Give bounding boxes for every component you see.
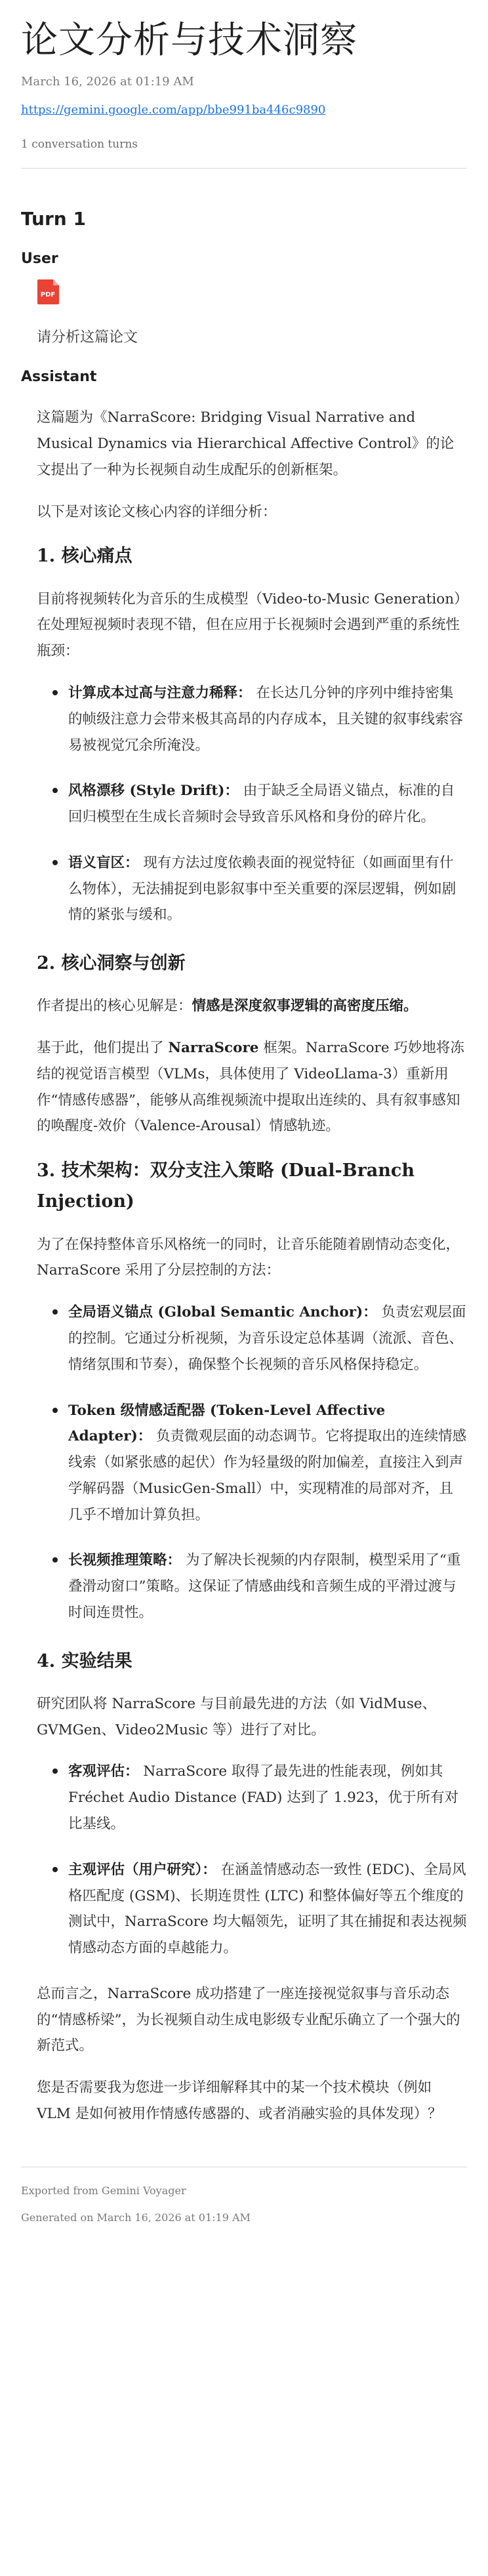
architecture-list xyxy=(37,1299,467,1625)
section-heading-results: 4. 实验结果 xyxy=(37,1650,132,1671)
followup-question: 您是否需要我为您进一步详细解释其中的某一个技术模块（例如 VLM 是如何被用作情感传感器的、或者消融实验的具体发现）？ xyxy=(37,2079,442,2122)
results-list xyxy=(37,1759,467,1961)
list-item: 语义盲区： 现有方法过度依赖表面的视觉特征（如画面里有什么物体），无法捕捉到电影叙事中至关重要的深层逻辑，例如剧情的紧张与缓和。 xyxy=(37,850,467,928)
list-item: 长视频推理策略： 为了解决长视频的内存限制，模型采用了“重叠滑动窗口”策略。这保证了情感曲线和音频生成的平滑过渡与时间连贯性。 xyxy=(37,1547,467,1625)
section-heading-architecture: 3. 技术架构：双分支注入策略 (Dual-Branch Injection) xyxy=(37,1160,415,1212)
section-heading-insight: 2. 核心洞察与创新 xyxy=(37,953,186,974)
conversation-link[interactable]: https://gemini.google.com/app/bbe991ba446c9890 xyxy=(21,103,326,117)
document-title: 论文分析与技术洞察 xyxy=(21,19,357,62)
summary-paragraph: 总而言之，NarraScore 成功搭建了一座连接视觉叙事与音乐动态的“情感桥梁”，为长视频自动生成电影级专业配乐确立了一个强大的新范式。 xyxy=(37,1985,460,2055)
turn-heading: Turn 1 xyxy=(21,208,86,230)
list-item: Token 级情感适配器 (Token-Level Affective Adapter)： 负责微观层面的动态调节。它将提取出的连续情感线索（如紧张感的起伏）作为轻量级的附加偏差，直接注入到声学解码器（MusicGen-Small）中，实现精准的局部对齐，且几乎不增加计算负担。 xyxy=(37,1398,467,1528)
list-item: 风格漂移 (Style Drift)： 由于缺乏全局语义锚点，标准的自回归模型在生成长音频时会导致音乐风格和身份的碎片化。 xyxy=(37,778,467,830)
user-label: User xyxy=(21,251,58,268)
list-item: 全局语义锚点 (Global Semantic Anchor)： 负责宏观层面的控制。它通过分析视频，为音乐设定总体基调（流派、音色、情绪氛围和节奏），确保整个长视频的音乐风格保持稳定。 xyxy=(37,1299,467,1378)
svg-text:PDF: PDF xyxy=(40,291,56,299)
section-heading-pain-points: 1. 核心痛点 xyxy=(37,546,132,567)
list-item: 主观评估（用户研究）： 在涵盖情感动态一致性 (EDC)、全局风格匹配度 (GSM)、长期连贯性 (LTC) 和整体偏好等五个维度的测试中，NarraScore 均大幅领先，证明了其在捕捉和表达视频情感动态方面的卓越能力。 xyxy=(37,1857,467,1961)
export-date: March 16, 2026 at 01:19 AM xyxy=(21,75,194,89)
intro-paragraph: 这篇题为《NarraScore: Bridging Visual Narrative and Musical Dynamics via Hierarchical Affective Control》的论文提出了一种为长视频自动生成配乐的创新框架。 xyxy=(37,409,455,478)
section-paragraph: 目前将视频转化为音乐的生成模型（Video-to-Music Generation）在处理短视频时表现不错，但在应用于长视频时会遇到严重的系统性瓶颈： xyxy=(37,590,461,660)
section-paragraph: 基于此，他们提出了 NarraScore 框架。NarraScore 巧妙地将冻结的视觉语言模型（VLMs，具体使用了 VideoLlama-3）重新用作“情感传感器”，能够从高维视频流中提取出连续的、具有叙事感知的唤醒度-效价（Valence-Arousal）情感轨迹。 xyxy=(37,1040,464,1135)
pain-points-list xyxy=(37,680,467,928)
user-message-text: 请分析这篇论文 xyxy=(37,329,138,346)
list-item: 客观评估： NarraScore 取得了最先进的性能表现，例如其 Fréchet Audio Distance (FAD) 达到了 1.923，优于所有对比基线。 xyxy=(37,1759,467,1837)
turn-count: 1 conversation turns xyxy=(21,138,138,152)
section-paragraph: 作者提出的核心见解是：情感是深度叙事逻辑的高密度压缩。 xyxy=(37,998,418,1015)
header-divider xyxy=(21,168,467,169)
assistant-label: Assistant xyxy=(21,369,97,386)
list-item: 计算成本过高与注意力稀释： 在长达几分钟的序列中维持密集的帧级注意力会带来极其高昂的内存成本，且关键的叙事线索容易被视觉冗余所淹没。 xyxy=(37,680,467,758)
section-paragraph: 研究团队将 NarraScore 与目前最先进的方法（如 VidMuse、GVMGen、Video2Music 等）进行了对比。 xyxy=(37,1695,437,1738)
footer-generated: Generated on March 16, 2026 at 01:19 AM xyxy=(21,2211,251,2224)
user-message xyxy=(21,279,467,346)
assistant-response xyxy=(21,405,467,2127)
intro-lead: 以下是对该论文核心内容的详细分析： xyxy=(37,503,277,520)
footer-exported: Exported from Gemini Voyager xyxy=(21,2184,186,2197)
section-paragraph: 为了在保持整体音乐风格统一的同时，让音乐能随着剧情动态变化，NarraScore 采用了分层控制的方法： xyxy=(37,1236,460,1279)
pdf-file-icon[interactable] xyxy=(37,279,60,305)
